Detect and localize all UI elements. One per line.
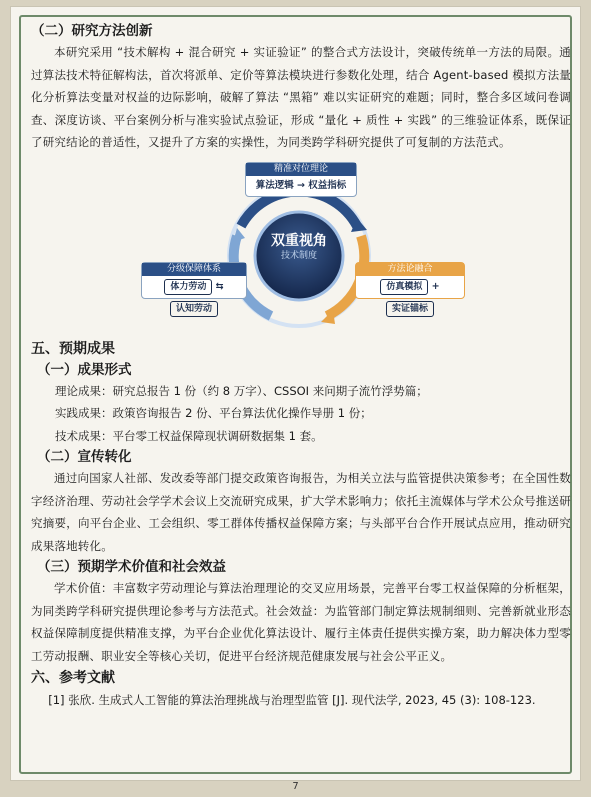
diagram-box-left-body xyxy=(142,276,246,314)
diagram-left-left: 体力劳动 xyxy=(164,279,212,295)
reference-item: [1] 张欣. 生成式人工智能的算法治理挑战与治理型监管 [J]. 现代法学, 2023, 45 (3): 108-123. xyxy=(48,693,536,707)
diagram-center xyxy=(255,232,343,262)
diagram-box-top-body xyxy=(246,176,356,196)
diagram-left-right: 认知劳动 xyxy=(170,301,218,317)
heading-result-form: （一）成果形式 xyxy=(37,361,132,378)
diagram-right-left: 仿真模拟 xyxy=(380,279,428,295)
diagram-center-subtitle: 技术制度 xyxy=(280,250,317,261)
diagram-box-right-title: 方法论融合 xyxy=(356,263,464,276)
diagram-top-arrow: → xyxy=(297,179,305,191)
diagram-box-right-body xyxy=(356,276,464,314)
paragraph-promotion: 通过向国家人社部、发改委等部门提交政策咨询报告，为相关立法与监管提供决策参考；在全国性数字经济治理、劳动社会学学术会议上交流研究成果，扩大学术影响力；依托主流媒体与学术公众号推送研究摘要，向平台企业、工会组织、零工群体传播权益保障方案；与头部平台合作开展试点应用，推动研究成果落地转化。 xyxy=(31,471,571,553)
heading-academic-value: （三）预期学术价值和社会效益 xyxy=(37,559,226,575)
diagram-right-arrow: + xyxy=(431,280,440,292)
document-page xyxy=(10,6,581,781)
diagram-box-left xyxy=(141,262,247,314)
result-form-line-practice: 实践成果：政策咨询报告 2 份、平台算法优化操作导册 1 份； xyxy=(55,406,372,420)
heading-promotion: （二）宣传转化 xyxy=(37,449,132,465)
heading-method-innovation: （二）研究方法创新 xyxy=(31,23,153,39)
heading-expected-results: 五、预期成果 xyxy=(31,340,115,357)
paragraph-method-innovation: 本研究采用 “技术解构 + 混合研究 + 实证验证” 的整合式方法设计，突破传统单一方法的局限。通过算法技术特征解构法，首次将派单、定价等算法模块进行参数化处理，结合 Agent-based 模拟方法量化分析算法变量对权益的边际影响，破解了算法 “黑箱” 难以实证研究的难题；同时，整合多区域问卷调查、深度访谈、平台案例分析与准实验试点验证，形成 “量化 + 质性 + 实践” 的三维验证体系，既保证了研究结论的普适性，又提升了方案的实操性，为同类跨学科研究提供了可复制的方法范式。 xyxy=(31,45,571,149)
paragraph-academic-value: 学术价值：丰富数字劳动理论与算法治理理论的交叉应用场景，完善平台零工权益保障的分析框架，为同类跨学科研究提供理论参考与方法范式。社会效益：为监管部门制定算法规制细则、完善新就业形态权益保障制度提供精准支撑，为平台企业优化算法设计、履行主体责任提供实操方案，助力解决体力型零工劳动报酬、职业安全等核心关切，促进平台经济规范健康发展与社会公平正义。 xyxy=(31,581,571,663)
heading-references: 六、参考文献 xyxy=(31,670,115,686)
diagram-top-left: 算法逻辑 xyxy=(255,179,294,191)
page-number: 7 xyxy=(292,781,299,792)
page-content xyxy=(31,21,571,711)
result-form-line-tech: 技术成果：平台零工权益保障现状调研数据集 1 套。 xyxy=(55,428,323,443)
diagram-left-arrow: ⇆ xyxy=(215,280,224,292)
diagram-box-top xyxy=(245,162,357,197)
diagram-right-right: 实证锚标 xyxy=(386,301,434,317)
framework-diagram xyxy=(31,160,571,334)
diagram-center-title: 双重视角 xyxy=(271,232,327,249)
diagram-box-left-title: 分级保障体系 xyxy=(142,263,246,276)
diagram-box-top-title: 精准对位理论 xyxy=(246,163,356,176)
diagram-top-right: 权益指标 xyxy=(308,179,347,191)
diagram-box-right xyxy=(355,262,465,314)
result-form-line-theory: 理论成果：研究总报告 1 份（约 8 万字）、CSSOI 来问期子流竹浮势篇； xyxy=(55,383,428,398)
